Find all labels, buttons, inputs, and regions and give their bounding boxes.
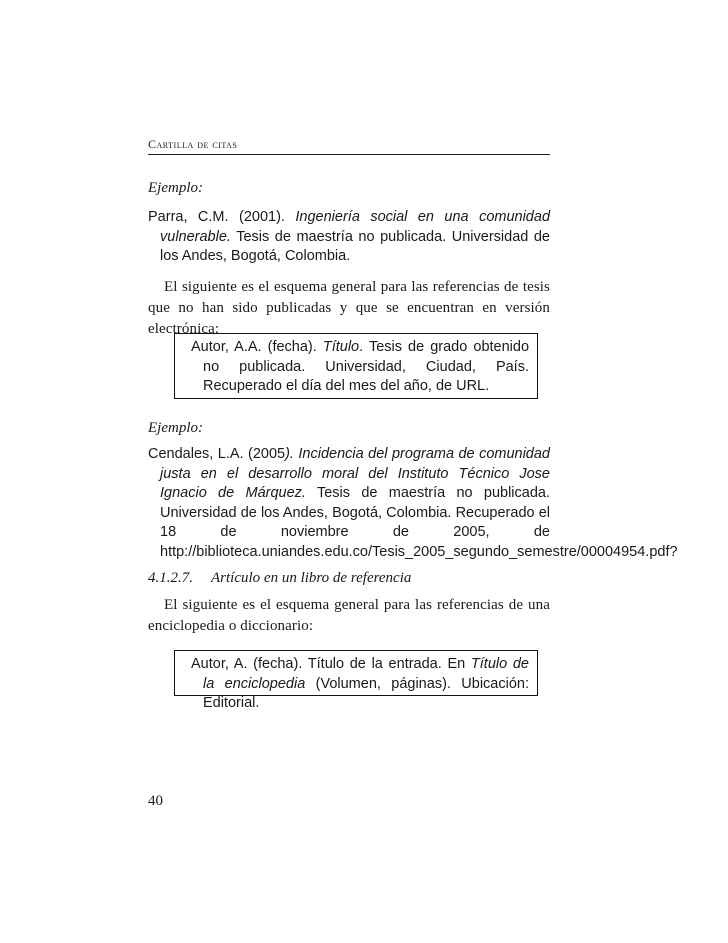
ref2-title: ). Incidencia del programa de comunidad justa en el desarrollo moral del Instituto Técnico Jose Ignacio de Márquez. [160,446,550,501]
schema-box-thesis [174,333,538,399]
schema-box-encyclopedia-text [175,655,537,714]
section-heading [148,570,411,587]
box2-post: (Volumen, páginas). Ubicación: Editorial. [203,675,529,711]
ref1-rest: Tesis de maestría no publicada. Universidad de los Andes, Bogotá, Colombia. [160,228,550,264]
reference-example-2 [148,445,678,562]
ref1-title: Ingeniería social en una comunidad vulnerable. [160,209,551,245]
ref1-author: Parra, C.M. (2001). [148,209,296,225]
box1-title: Título [322,339,360,355]
paragraph-thesis-electronic: El siguiente es el esquema general para las referencias de tesis que no han sido publicadas y que se encuentran en versión electrónica: [148,279,550,337]
schema-box-thesis-text [175,338,537,397]
example-label-2: Ejemplo: [148,420,203,436]
page-number: 40 [148,793,163,809]
box1-pre: Autor, A.A. (fecha). [191,339,323,355]
ref2-rest: Tesis de maestría no publicada. Universidad de los Andes, Bogotá, Colombia. Recuperado el 18 de noviembre de 2005, de http://biblioteca.uniandes.edu.co/Tesis_2005_segundo_semestre/00004954.pdf? [160,485,678,560]
schema-box-encyclopedia [174,650,538,711]
box1-post: . Tesis de grado obtenido no publicada. Universidad, Ciudad, País. Recuperado el día del mes del año, de URL. [203,339,530,394]
ref2-author: Cendales, L.A. (2005 [148,446,286,462]
example-label-1: Ejemplo: [148,180,203,196]
box2-pre: Autor, A. (fecha). Título de la entrada. En [191,656,471,672]
reference-example-1 [148,208,550,267]
section-title: Artículo en un libro de referencia [211,570,412,586]
box2-title: Título de la enciclopedia [203,656,529,692]
paragraph-encyclopedia: El siguiente es el esquema general para las referencias de una enciclopedia o diccionario: [148,597,550,634]
section-number: 4.1.2.7. [148,570,193,586]
header-rule [148,154,550,155]
running-header: Cartilla de citas [148,137,238,151]
